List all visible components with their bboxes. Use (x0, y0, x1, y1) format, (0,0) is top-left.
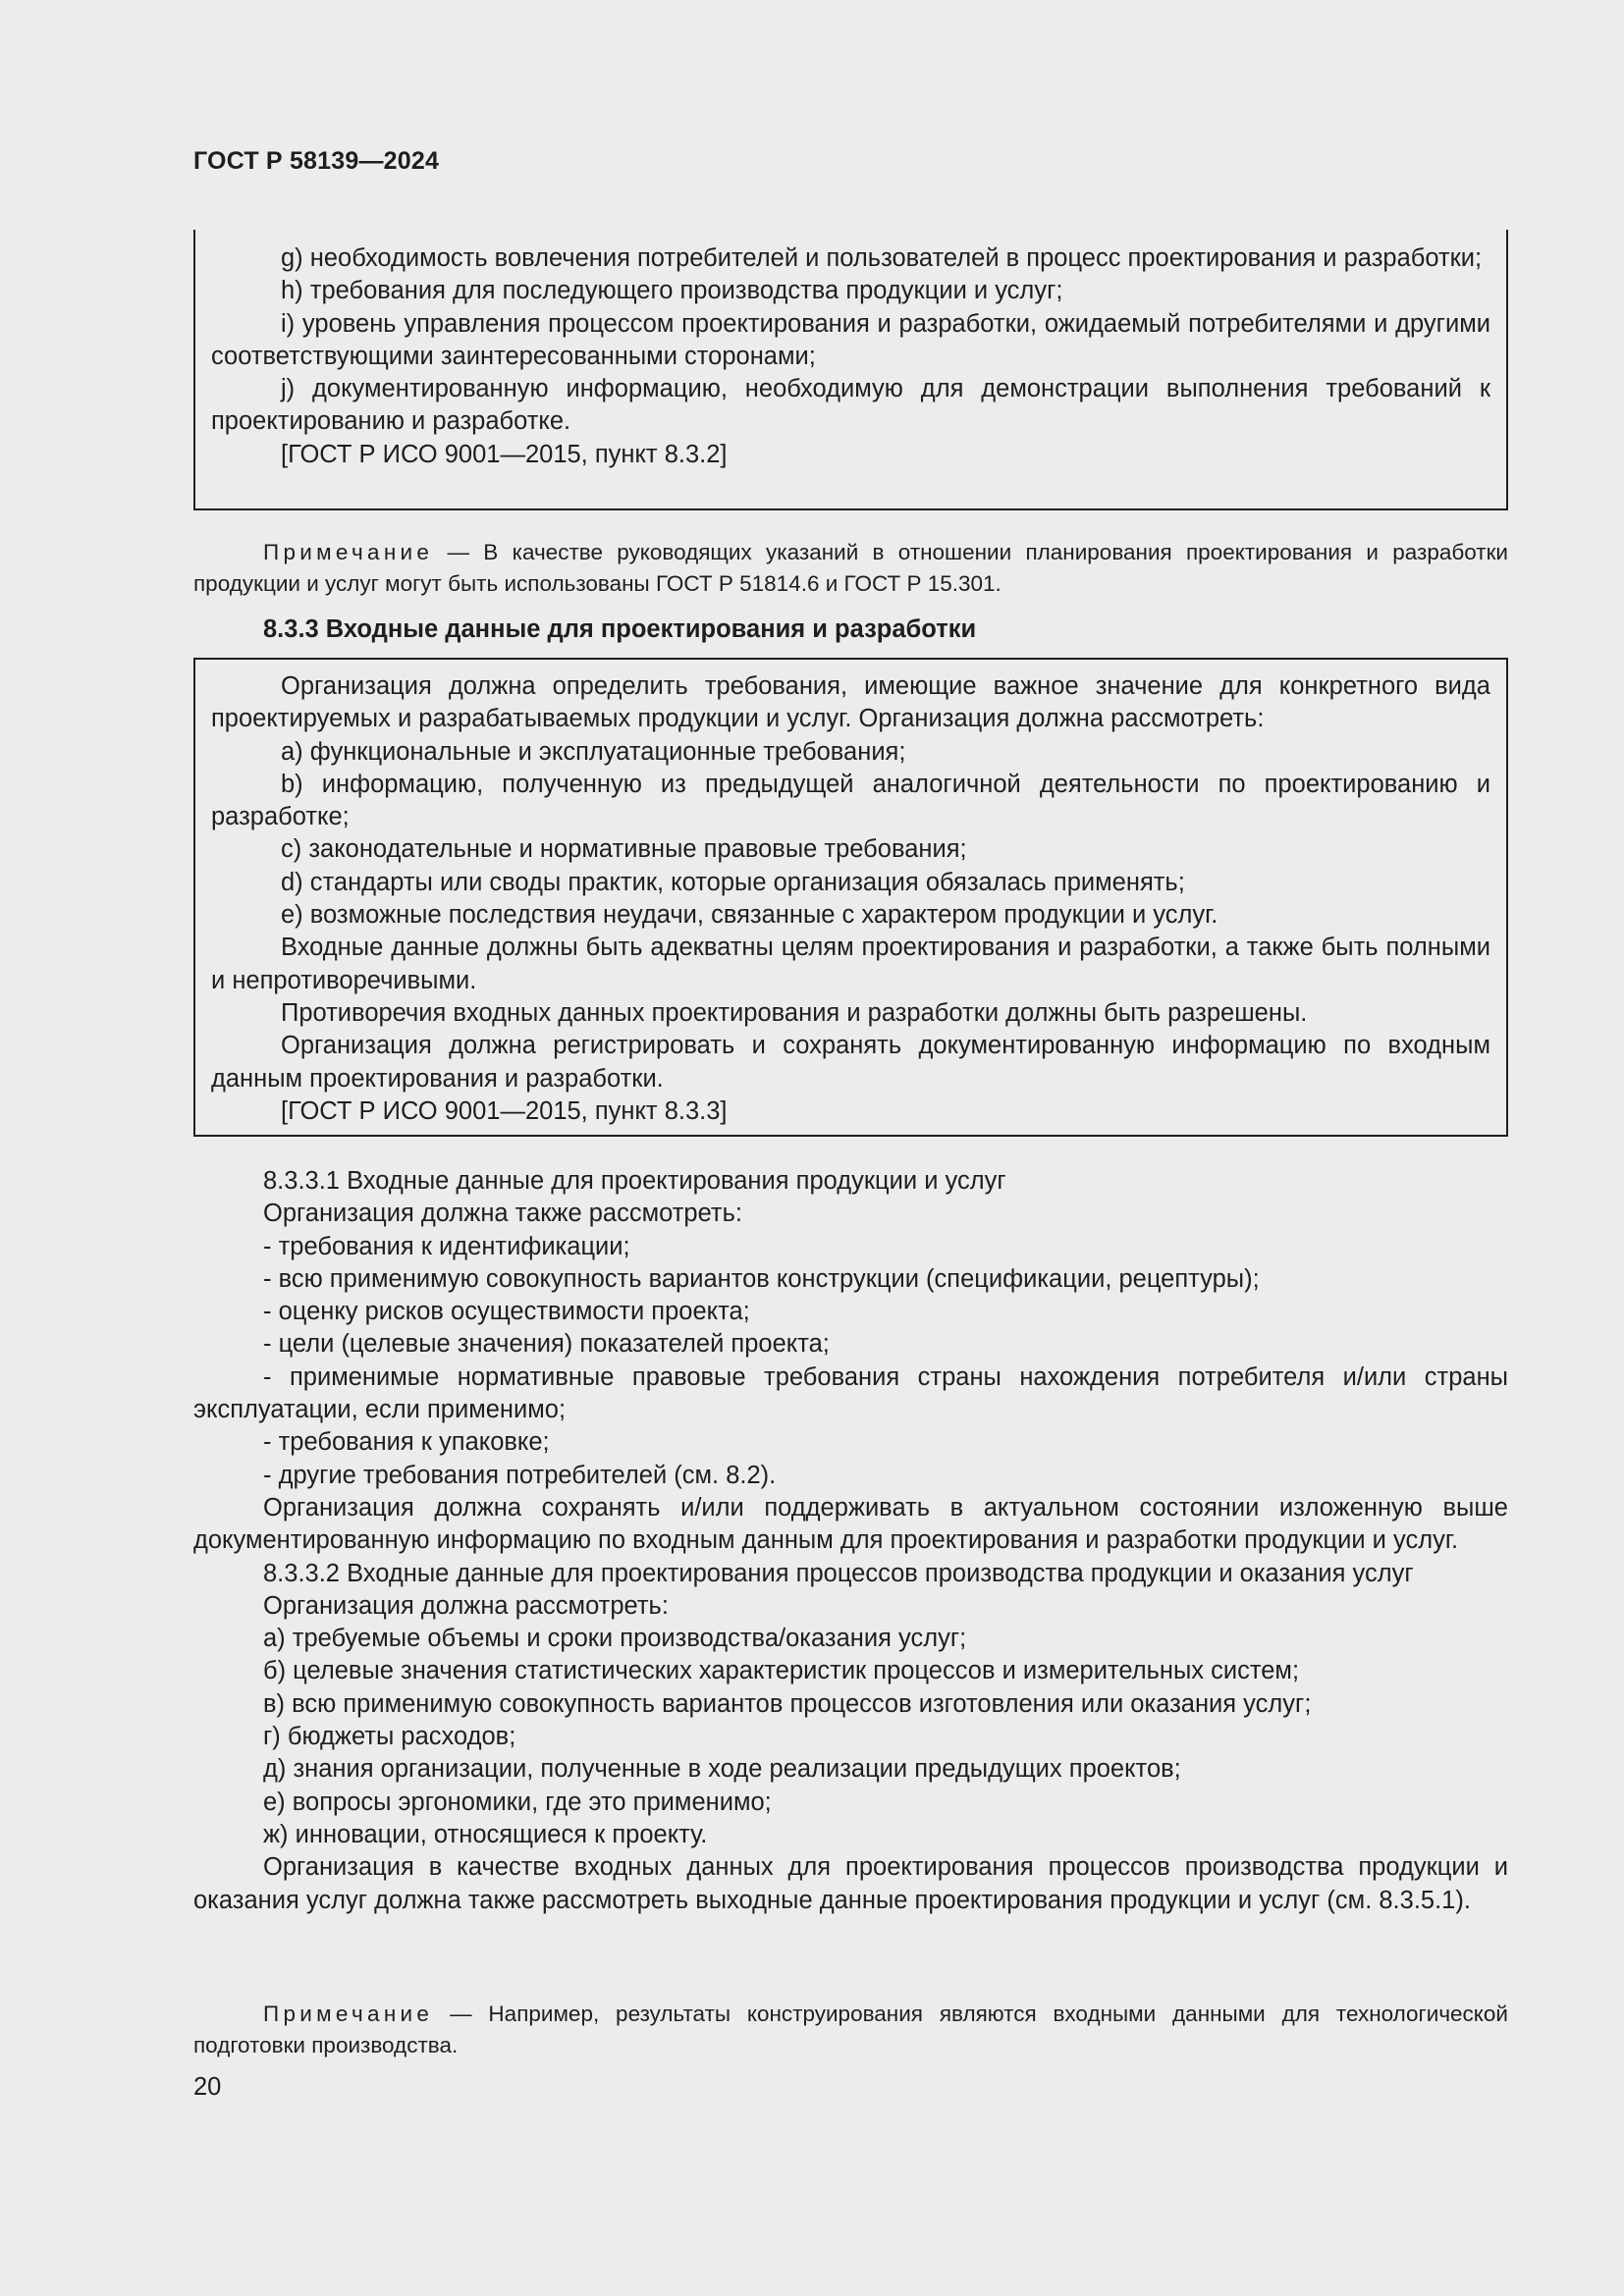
paragraph: Организация должна рассмотреть: (263, 1591, 669, 1620)
paragraph: Организация должна определить требования, имеющие важное значение для конкретного вида проектируемых и разрабатываемых продукции и услуг. Организация должна рассмотреть: (211, 672, 1490, 733)
list-item: d) стандарты или своды практик, которые организация обязалась применять; (281, 868, 1185, 896)
paragraph: Организация должна регистрировать и сохранять документированную информацию по входным данным проектирования и разработки. (211, 1032, 1490, 1093)
paragraph: Организация в качестве входных данных для проектирования процессов производства продукции и оказания услуг должна также рассмотреть выходные данные проектирования продукции и услуг (см. 8.3.5.1). (193, 1853, 1508, 1914)
subsection-title: 8.3.3.2 Входные данные для проектирования процессов производства продукции и оказания услуг (263, 1559, 1414, 1587)
paragraph: Входные данные должны быть адекватны целям проектирования и разработки, а также быть полными и непротиворечивыми. (211, 934, 1490, 994)
list-item: д) знания организации, полученные в ходе реализации предыдущих проектов; (263, 1755, 1181, 1784)
list-item: e) возможные последствия неудачи, связанные с характером продукции и услуг. (281, 901, 1218, 930)
list-item: h) требования для последующего производства продукции и услуг; (281, 277, 1063, 305)
note-paragraph (193, 1999, 1508, 2061)
list-item: - применимые нормативные правовые требования страны нахождения потребителя и/или страны эксплуатации, если применимо; (193, 1362, 1508, 1424)
body-text (193, 1165, 1508, 1917)
list-item: в) всю применимую совокупность вариантов процессов изготовления или оказания услуг; (263, 1689, 1312, 1718)
paragraph: Противоречия входных данных проектирования и разработки должны быть разрешены. (281, 998, 1308, 1027)
list-item: g) необходимость вовлечения потребителей и пользователей в процесс проектирования и разработки; (281, 244, 1483, 272)
list-item: б) целевые значения статистических характеристик процессов и измерительных систем; (263, 1657, 1300, 1685)
subsection-title: 8.3.3.1 Входные данные для проектирования продукции и услуг (263, 1167, 1006, 1195)
list-item: - требования к идентификации; (263, 1232, 630, 1260)
list-item: - требования к упаковке; (263, 1428, 550, 1457)
note-text: — Например, результаты конструирования являются входными данными для технологической подготовки производства. (193, 2002, 1508, 2057)
paragraph: Организация должна также рассмотреть: (263, 1200, 742, 1228)
quoted-requirements-box-8-3-2 (193, 230, 1508, 510)
note-block (193, 537, 1508, 600)
list-item: c) законодательные и нормативные правовые требования; (281, 835, 967, 864)
note-label: Примечание (263, 540, 434, 564)
quoted-requirements-box-8-3-3 (193, 658, 1508, 1137)
list-item: е) вопросы эргономики, где это применимо; (263, 1788, 772, 1816)
list-item: г) бюджеты расходов; (263, 1723, 516, 1751)
note-label: Примечание (263, 2002, 434, 2026)
source-reference: [ГОСТ Р ИСО 9001—2015, пункт 8.3.2] (281, 440, 728, 468)
source-reference: [ГОСТ Р ИСО 9001—2015, пункт 8.3.3] (281, 1096, 728, 1125)
list-item: - всю применимую совокупность вариантов конструкции (спецификации, рецептуры); (263, 1264, 1260, 1293)
page-number: 20 (193, 2073, 222, 2101)
note-paragraph (193, 537, 1508, 600)
list-item: ж) инновации, относящиеся к проекту. (263, 1820, 708, 1848)
list-item: i) уровень управления процессом проектирования и разработки, ожидаемый потребителями и другими соответствующими заинтересованными сторонами; (211, 309, 1490, 370)
note-block (193, 1999, 1508, 2061)
list-item: - оценку рисков осуществимости проекта; (263, 1298, 750, 1326)
list-item: а) требуемые объемы и сроки производства/оказания услуг; (263, 1625, 967, 1653)
list-item: b) информацию, полученную из предыдущей аналогичной деятельности по проектированию и разработке; (211, 770, 1490, 831)
document-code: ГОСТ Р 58139—2024 (193, 147, 440, 175)
list-item: a) функциональные и эксплуатационные требования; (281, 737, 906, 766)
list-item: - цели (целевые значения) показателей проекта; (263, 1330, 830, 1359)
list-item: j) документированную информацию, необходимую для демонстрации выполнения требований к проектированию и разработке. (211, 375, 1490, 436)
note-text: — В качестве руководящих указаний в отношении планирования проектирования и разработки продукции и услуг могут быть использованы ГОСТ Р 51814.6 и ГОСТ Р 15.301. (193, 540, 1508, 596)
section-heading-8-3-3: 8.3.3 Входные данные для проектирования и разработки (263, 615, 977, 643)
list-item: - другие требования потребителей (см. 8.2). (263, 1461, 777, 1489)
paragraph: Организация должна сохранять и/или поддерживать в актуальном состоянии изложенную выше документированную информацию по входным данным для проектирования и разработки продукции и услуг. (193, 1493, 1508, 1555)
